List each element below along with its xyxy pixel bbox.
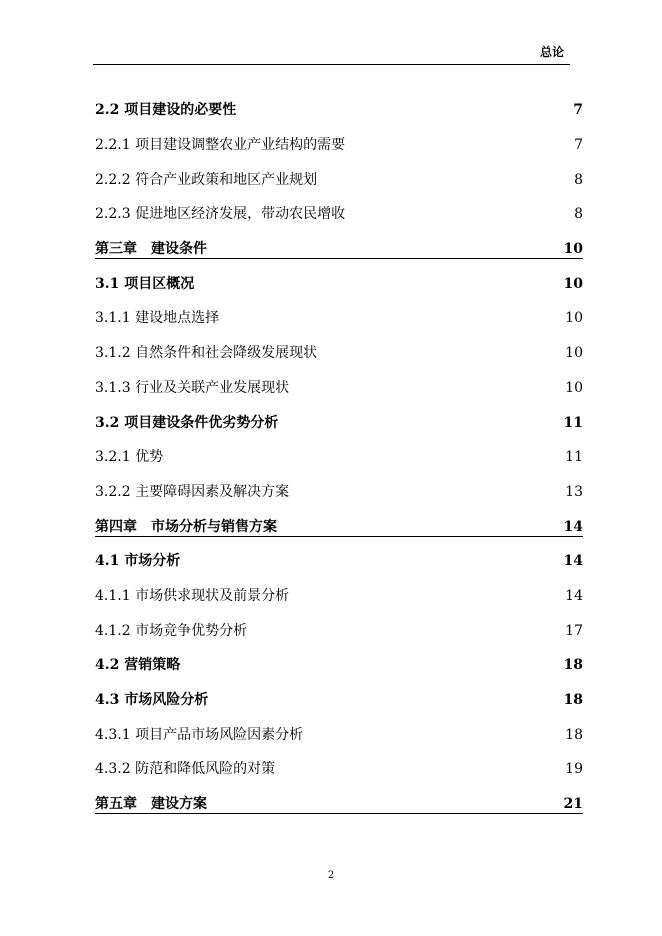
toc-entry-page: 13 [565, 483, 583, 500]
toc-entry[interactable] [95, 162, 583, 197]
toc-entry-title: 第五章 建设方案 [95, 796, 207, 813]
toc-entry-title: 4.2 营销策略 [95, 657, 181, 674]
toc-entry-page: 19 [565, 761, 583, 778]
running-header-title: 总论 [540, 45, 565, 59]
toc-entry-page: 18 [565, 726, 583, 743]
toc-entry-title: 第四章 市场分析与销售方案 [95, 518, 277, 535]
toc-entry-page: 7 [573, 102, 583, 119]
toc-entry[interactable] [95, 752, 583, 787]
table-of-contents [95, 93, 583, 821]
toc-entry[interactable] [95, 683, 583, 718]
toc-entry[interactable] [95, 613, 583, 648]
toc-entry-title: 3.1.1 建设地点选择 [95, 310, 220, 327]
toc-entry[interactable] [95, 648, 583, 683]
toc-entry-title: 3.2.2 主要障碍因素及解决方案 [95, 483, 290, 500]
toc-entry-page: 8 [574, 171, 583, 188]
toc-entry[interactable] [95, 93, 583, 128]
toc-entry[interactable] [95, 301, 583, 336]
toc-entry-page: 10 [563, 275, 583, 292]
toc-entry-page: 11 [563, 414, 583, 431]
toc-entry[interactable] [95, 197, 583, 232]
toc-entry-title: 4.3.2 防范和降低风险的对策 [95, 761, 276, 778]
toc-chapter-entry[interactable] [95, 509, 583, 544]
toc-entry[interactable] [95, 717, 583, 752]
toc-entry-page: 21 [563, 796, 583, 813]
toc-entry-title: 第三章 建设条件 [95, 241, 207, 258]
toc-entry-title: 2.2 项目建设的必要性 [95, 102, 237, 119]
toc-entry-title: 2.2.1 项目建设调整农业产业结构的需要 [95, 137, 346, 154]
toc-entry-page: 8 [574, 206, 583, 223]
toc-entry[interactable] [95, 371, 583, 406]
toc-entry-title: 4.1.1 市场供求现状及前景分析 [95, 587, 290, 604]
toc-entry-page: 14 [565, 587, 583, 604]
toc-entry[interactable] [95, 128, 583, 163]
toc-entry-page: 10 [563, 241, 583, 258]
header-divider [93, 64, 570, 65]
toc-entry-page: 10 [565, 379, 583, 396]
toc-entry-title: 3.1.3 行业及关联产业发展现状 [95, 379, 290, 396]
toc-entry-title: 2.2.2 符合产业政策和地区产业规划 [95, 171, 318, 188]
toc-entry-title: 3.1 项目区概况 [95, 275, 195, 292]
toc-entry-title: 4.1 市场分析 [95, 553, 181, 570]
toc-entry-page: 14 [563, 553, 583, 570]
toc-entry-page: 14 [563, 518, 583, 535]
toc-chapter-entry[interactable] [95, 787, 583, 822]
toc-entry-page: 18 [563, 692, 583, 709]
page-number: 2 [327, 870, 335, 881]
toc-entry[interactable] [95, 440, 583, 475]
toc-chapter-entry[interactable] [95, 232, 583, 267]
toc-entry-page: 18 [563, 657, 583, 674]
toc-entry[interactable] [95, 336, 583, 371]
toc-entry[interactable] [95, 266, 583, 301]
toc-entry-page: 17 [565, 622, 583, 639]
toc-entry[interactable] [95, 579, 583, 614]
toc-entry-page: 11 [565, 449, 583, 466]
toc-entry-title: 2.2.3 促进地区经济发展，带动农民增收 [95, 206, 346, 223]
toc-entry-title: 4.1.2 市场竞争优势分析 [95, 622, 248, 639]
toc-entry-title: 4.3 市场风险分析 [95, 692, 209, 709]
toc-entry-title: 3.2.1 优势 [95, 449, 164, 466]
toc-entry[interactable] [95, 475, 583, 510]
toc-entry-title: 4.3.1 项目产品市场风险因素分析 [95, 726, 304, 743]
toc-entry-title: 3.2 项目建设条件优劣势分析 [95, 414, 279, 431]
toc-entry-page: 7 [574, 137, 583, 154]
toc-entry[interactable] [95, 405, 583, 440]
toc-entry-page: 10 [565, 310, 583, 327]
toc-entry-page: 10 [565, 345, 583, 362]
toc-entry-title: 3.1.2 自然条件和社会降级发展现状 [95, 345, 318, 362]
toc-entry[interactable] [95, 544, 583, 579]
